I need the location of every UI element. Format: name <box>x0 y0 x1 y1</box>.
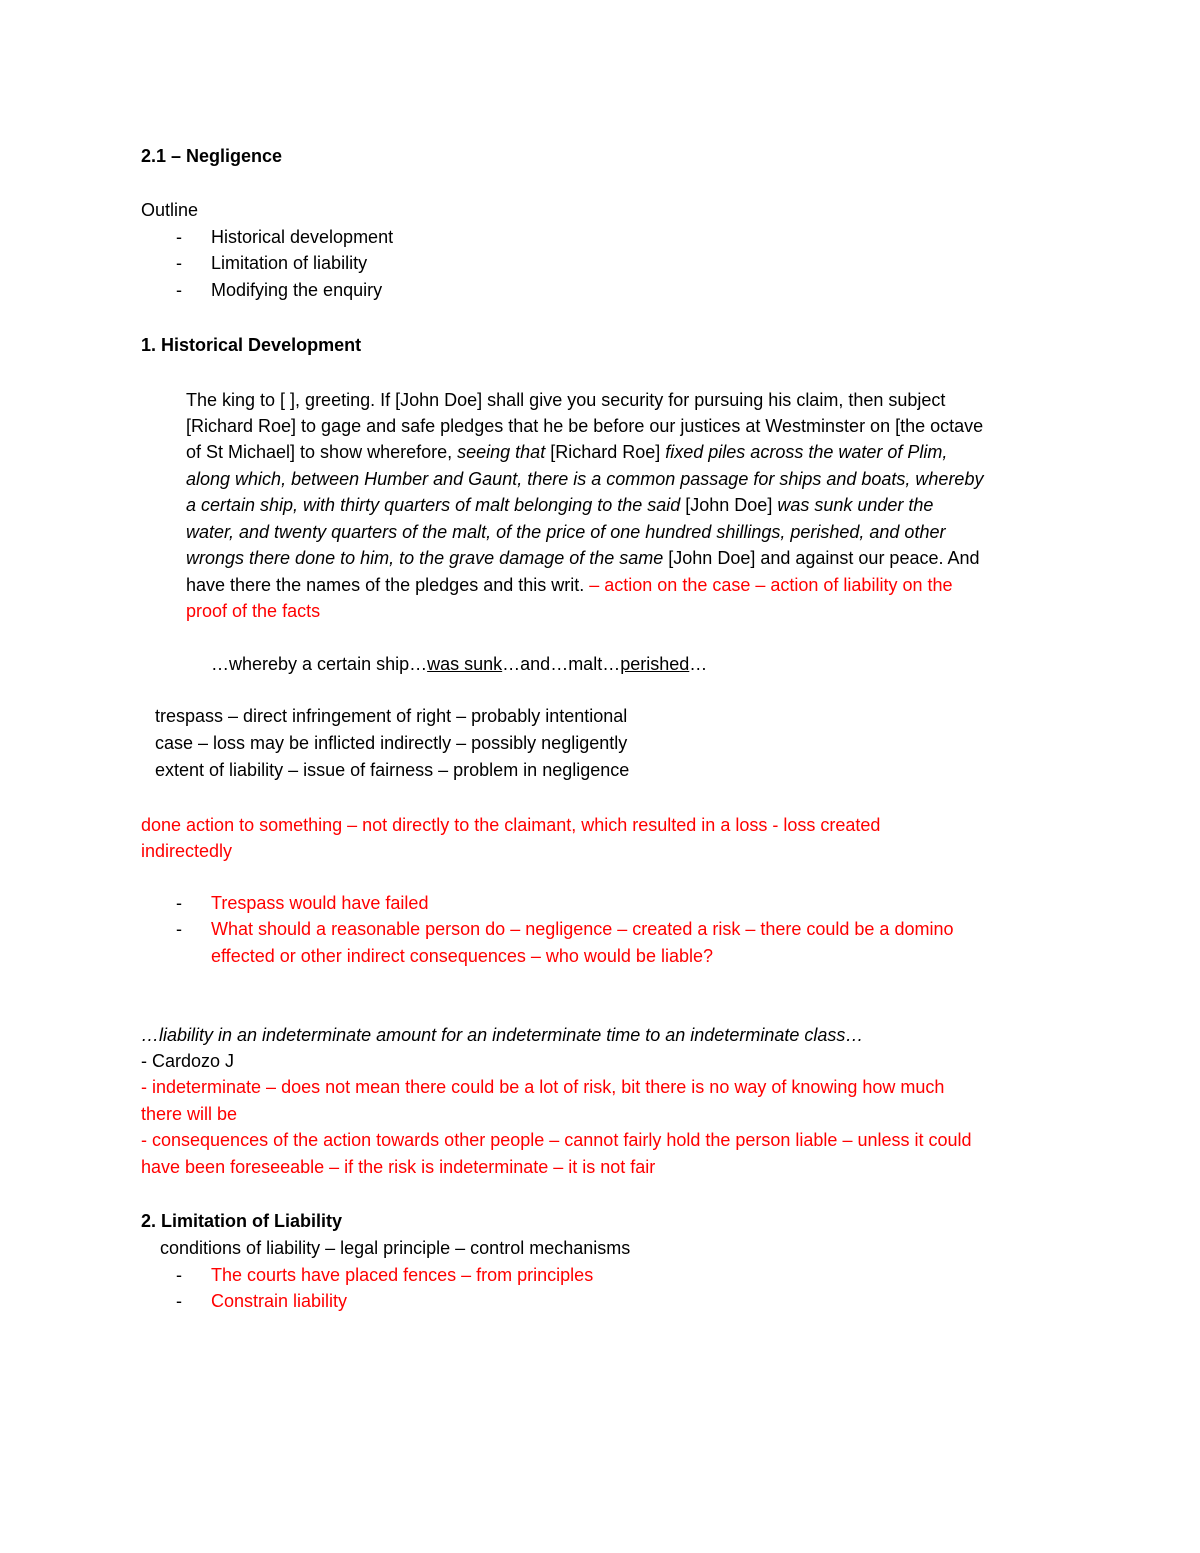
bullet-dash: - <box>176 919 182 939</box>
bullet-dash: - <box>176 253 182 273</box>
outline-item: Historical development <box>211 227 394 247</box>
writ-line: The king to [ ], greeting. If [John Doe] shall give you security for pursuing his claim, then subject <box>186 390 946 410</box>
red-bullet: effected or other indirect consequences – who would be liable? <box>211 946 713 966</box>
whereby-underlined: was sunk <box>427 654 503 674</box>
red-bullet: What should a reasonable person do – negligence – created a risk – there could be a domino <box>211 919 954 939</box>
outline-heading: Outline <box>141 200 199 220</box>
writ-line: along which, between Humber and Gaunt, there is a common passage for ships and boats, whereby <box>186 469 984 489</box>
writ-text: have there the names of the pledges and this writ. <box>186 575 590 595</box>
doc-title: 2.1 – Negligence <box>141 146 283 166</box>
bullet-dash: - <box>176 280 182 300</box>
outline-item: Modifying the enquiry <box>211 280 383 300</box>
cardozo-quote: …liability in an indeterminate amount for an indeterminate time to an indeterminate class… <box>141 1025 864 1045</box>
red-note-line: done action to something – not directly to the claimant, which resulted in a loss - loss created <box>141 815 881 835</box>
writ-text: [Richard Roe] <box>545 442 666 462</box>
writ-line: [Richard Roe] to gage and safe pledges that he be before our justices at Westminster on [the octave <box>186 416 984 436</box>
red-bullet: Trespass would have failed <box>211 893 429 913</box>
section-subtitle: conditions of liability – legal principle – control mechanisms <box>160 1238 631 1258</box>
red-bullet: Constrain liability <box>211 1291 348 1311</box>
writ-text: [John Doe] <box>680 495 778 515</box>
writ-italic: wrongs there done to him, to the grave damage of the same <box>186 548 664 568</box>
distinction-line: case – loss may be inflicted indirectly – possibly negligently <box>155 733 628 753</box>
writ-annotation: proof of the facts <box>186 601 321 621</box>
bullet-dash: - <box>176 1291 182 1311</box>
whereby-text: …and…malt… <box>502 654 621 674</box>
red-note-line: indirectedly <box>141 841 233 861</box>
red-note-line: there will be <box>141 1104 238 1124</box>
distinction-line: extent of liability – issue of fairness – problem in negligence <box>155 760 630 780</box>
writ-italic: was sunk under the <box>777 495 934 515</box>
writ-text: [John Doe] and against our peace. And <box>663 548 980 568</box>
writ-annotation: – action on the case – action of liability on the <box>589 575 953 595</box>
writ-line <box>186 547 980 569</box>
writ-italic: seeing that <box>457 442 546 462</box>
writ-line <box>186 441 947 463</box>
whereby-underlined: perished <box>620 654 690 674</box>
bullet-dash: - <box>176 1265 182 1285</box>
whereby-text: … <box>689 654 708 674</box>
red-note-line: have been foreseeable – if the risk is indeterminate – it is not fair <box>141 1157 656 1177</box>
writ-italic: a certain ship, with thirty quarters of malt belonging to the said <box>186 495 681 515</box>
writ-text: of St Michael] to show wherefore, <box>186 442 458 462</box>
whereby-line <box>211 653 707 675</box>
writ-line: water, and twenty quarters of the malt, of the price of one hundred shillings, perished, and other <box>186 522 946 542</box>
red-bullet: The courts have placed fences – from principles <box>211 1265 594 1285</box>
writ-line <box>186 574 952 596</box>
bullet-dash: - <box>176 893 182 913</box>
section-heading: 1. Historical Development <box>141 335 362 355</box>
writ-line <box>186 494 933 516</box>
bullet-dash: - <box>176 227 182 247</box>
section-heading: 2. Limitation of Liability <box>141 1211 343 1231</box>
red-note-line: - indeterminate – does not mean there could be a lot of risk, bit there is no way of knowing how much <box>141 1077 945 1097</box>
quote-author: - Cardozo J <box>141 1051 235 1071</box>
outline-item: Limitation of liability <box>211 253 368 273</box>
writ-italic: fixed piles across the water of Plim, <box>665 442 948 462</box>
distinction-line: trespass – direct infringement of right – probably intentional <box>155 706 628 726</box>
red-note-line: - consequences of the action towards other people – cannot fairly hold the person liable – unless it could <box>141 1130 972 1150</box>
whereby-text: …whereby a certain ship… <box>211 654 428 674</box>
